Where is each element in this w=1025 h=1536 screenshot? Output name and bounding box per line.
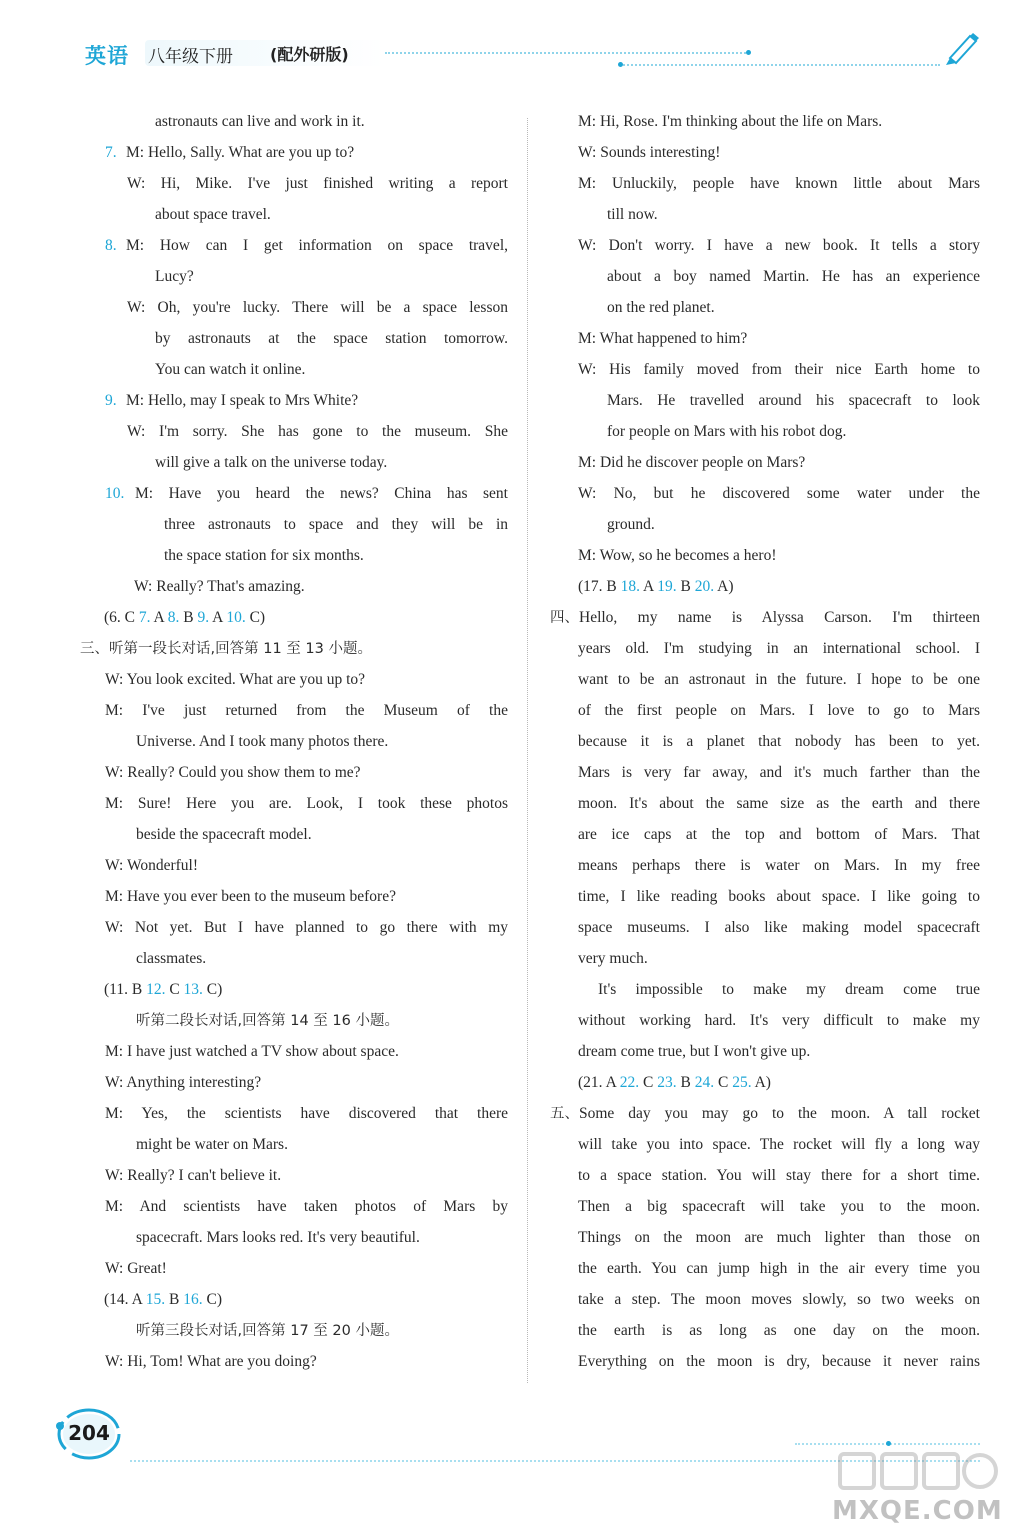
header-dotted-rule (385, 52, 750, 54)
left-text-line: (14. A 15. B 16. C) (104, 1291, 223, 1308)
left-text-line: W: I'm sorry. She has gone to the museum. She (127, 423, 508, 440)
right-text-line: years old. I'm studying in an international school. I (578, 640, 980, 657)
header-dot (618, 62, 623, 67)
right-text-line: Everything on the moon is dry, because it never rains (578, 1353, 980, 1370)
right-text-line: are ice caps at the top and bottom of Mars. That (578, 826, 980, 843)
left-text-line: M: Hello, may I speak to Mrs White? (126, 392, 359, 409)
right-text-line: M: Hi, Rose. I'm thinking about the life on Mars. (578, 113, 883, 130)
right-text-line: the earth is as long as one day on the moon. (578, 1322, 980, 1339)
left-text-line: the space station for six months. (164, 547, 364, 564)
left-text-line: M: Yes, the scientists have discovered that there (105, 1105, 508, 1122)
left-text-line: 听第二段长对话,回答第 14 至 16 小题。 (136, 1013, 399, 1029)
left-text-line: classmates. (136, 950, 207, 967)
left-text-line: W: Not yet. But I have planned to go there with my (105, 919, 508, 936)
edition-label: (配外研版) (270, 45, 349, 64)
column-divider (527, 118, 528, 1383)
footer-dot (886, 1441, 891, 1446)
left-text-line: W: Really? That's amazing. (134, 578, 305, 595)
header-dot (746, 50, 751, 55)
left-text-line: W: Hi, Mike. I've just finished writing a report (127, 175, 508, 192)
right-text-line: very much. (578, 950, 648, 967)
left-text-line: W: Oh, you're lucky. There will be a space lesson (127, 299, 508, 316)
right-text-line: want to be an astronaut in the future. I hope to be one (578, 671, 980, 688)
right-text-line: Hello, my name is Alyssa Carson. I'm thirteen (579, 609, 980, 626)
right-text-line: the earth. You can jump high in the air every time you (578, 1260, 980, 1277)
left-text-line: will give a talk on the universe today. (155, 454, 388, 471)
right-text-line: (17. B 18. A 19. B 20. A) (578, 578, 734, 595)
left-text-line: W: Hi, Tom! What are you doing? (105, 1353, 317, 1370)
right-text-line: means perhaps there is water on Mars. In my free (578, 857, 980, 874)
left-text-line: M: Sure! Here you are. Look, I took these photos (105, 795, 508, 812)
right-text-line: Things on the moon are much lighter than those on (578, 1229, 980, 1246)
right-text-line: It's impossible to make my dream come true (598, 981, 980, 998)
left-text-line: W: Great! (105, 1260, 167, 1277)
left-text-line: spacecraft. Mars looks red. It's very beautiful. (136, 1229, 420, 1246)
left-text-line: M: How can I get information on space travel, (126, 237, 508, 254)
right-text-line: W: Sounds interesting! (578, 144, 721, 161)
left-text-line: about space travel. (155, 206, 271, 223)
left-text-line: 听第三段长对话,回答第 17 至 20 小题。 (136, 1323, 399, 1339)
right-item-number: 五、 (550, 1106, 579, 1122)
right-text-line: because it is a planet that nobody has been to yet. (578, 733, 980, 750)
right-text-line: for people on Mars with his robot dog. (607, 423, 847, 440)
left-text-line: M: Have you ever been to the museum before? (105, 888, 396, 905)
left-item-number: 10. (105, 485, 125, 502)
right-text-line: to a space station. You will stay there for a short time. (578, 1167, 980, 1184)
left-text-line: by astronauts at the space station tomorrow. (155, 330, 508, 347)
left-text-line: M: Hello, Sally. What are you up to? (126, 144, 355, 161)
left-text-line: W: Wonderful! (105, 857, 199, 874)
left-text-line: W: Really? I can't believe it. (105, 1167, 282, 1184)
right-text-line: take a step. The moon moves slowly, so two weeks on (578, 1291, 980, 1308)
page-header (0, 0, 1025, 90)
header-dotted-rule-lower (620, 64, 940, 66)
right-text-line: (21. A 22. C 23. B 24. C 25. A) (578, 1074, 771, 1091)
right-text-line: time, I like reading books about space. I like going to (578, 888, 980, 905)
pen-icon (940, 30, 980, 66)
right-text-line: Some day you may go to the moon. A tall rocket (579, 1105, 980, 1122)
left-text-line: (11. B 12. C 13. C) (104, 981, 223, 998)
left-text-line: 三、听第一段长对话,回答第 11 至 13 小题。 (80, 641, 372, 657)
right-text-line: W: His family moved from their nice Earth home to (578, 361, 980, 378)
left-text-line: M: And scientists have taken photos of Mars by (105, 1198, 508, 1215)
left-text-line: Universe. And I took many photos there. (136, 733, 389, 750)
page-number: 204 (68, 1421, 110, 1445)
left-text-line: You can watch it online. (155, 361, 306, 378)
right-text-line: moon. It's about the same size as the earth and there (578, 795, 980, 812)
right-text-line: of the first people on Mars. I love to go to Mars (578, 702, 980, 719)
book-title: 八年级下册 (148, 47, 233, 67)
right-text-line: M: Did he discover people on Mars? (578, 454, 806, 471)
left-text-line: beside the spacecraft model. (136, 826, 312, 843)
right-item-number: 四、 (550, 610, 579, 626)
left-text-line: Lucy? (155, 268, 194, 285)
right-text-line: W: No, but he discovered some water under the (578, 485, 980, 502)
right-text-line: ground. (607, 516, 655, 533)
left-text-line: M: I have just watched a TV show about space. (105, 1043, 399, 1060)
right-text-line: M: Unluckily, people have known little about Mars (578, 175, 980, 192)
left-text-line: M: I've just returned from the Museum of the (105, 702, 508, 719)
left-text-line: (6. C 7. A 8. B 9. A 10. C) (104, 609, 266, 626)
left-item-number: 9. (105, 392, 117, 409)
subject-title: 英语 (85, 44, 129, 68)
right-text-line: Mars. He travelled around his spacecraft to look (607, 392, 980, 409)
right-text-line: dream come true, but I won't give up. (578, 1043, 811, 1060)
left-item-number: 8. (105, 237, 117, 254)
left-text-line: W: You look excited. What are you up to? (105, 671, 366, 688)
right-text-line: on the red planet. (607, 299, 715, 316)
right-text-line: M: Wow, so he becomes a hero! (578, 547, 777, 564)
left-text-line: astronauts can live and work in it. (155, 113, 365, 130)
left-text-line: three astronauts to space and they will be in (164, 516, 508, 533)
right-text-line: without working hard. It's very difficult to make my (578, 1012, 980, 1029)
right-text-line: Mars is very far away, and it's much farther than the (578, 764, 980, 781)
watermark-text: MXQE.COM (832, 1496, 1003, 1526)
right-text-line: about a boy named Martin. He has an experience (607, 268, 980, 285)
right-text-line: till now. (607, 206, 658, 223)
right-text-line: W: Don't worry. I have a new book. It tells a story (578, 237, 980, 254)
left-item-number: 7. (105, 144, 117, 161)
left-text-line: M: Have you heard the news? China has sent (135, 485, 508, 502)
left-text-line: W: Really? Could you show them to me? (105, 764, 361, 781)
right-text-line: will take you into space. The rocket will fly a long way (578, 1136, 980, 1153)
left-text-line: might be water on Mars. (136, 1136, 288, 1153)
right-text-line: Then a big spacecraft will take you to the moon. (578, 1198, 980, 1215)
right-text-line: space museums. I also like making model spacecraft (578, 919, 980, 936)
left-text-line: W: Anything interesting? (105, 1074, 262, 1091)
right-text-line: M: What happened to him? (578, 330, 748, 347)
